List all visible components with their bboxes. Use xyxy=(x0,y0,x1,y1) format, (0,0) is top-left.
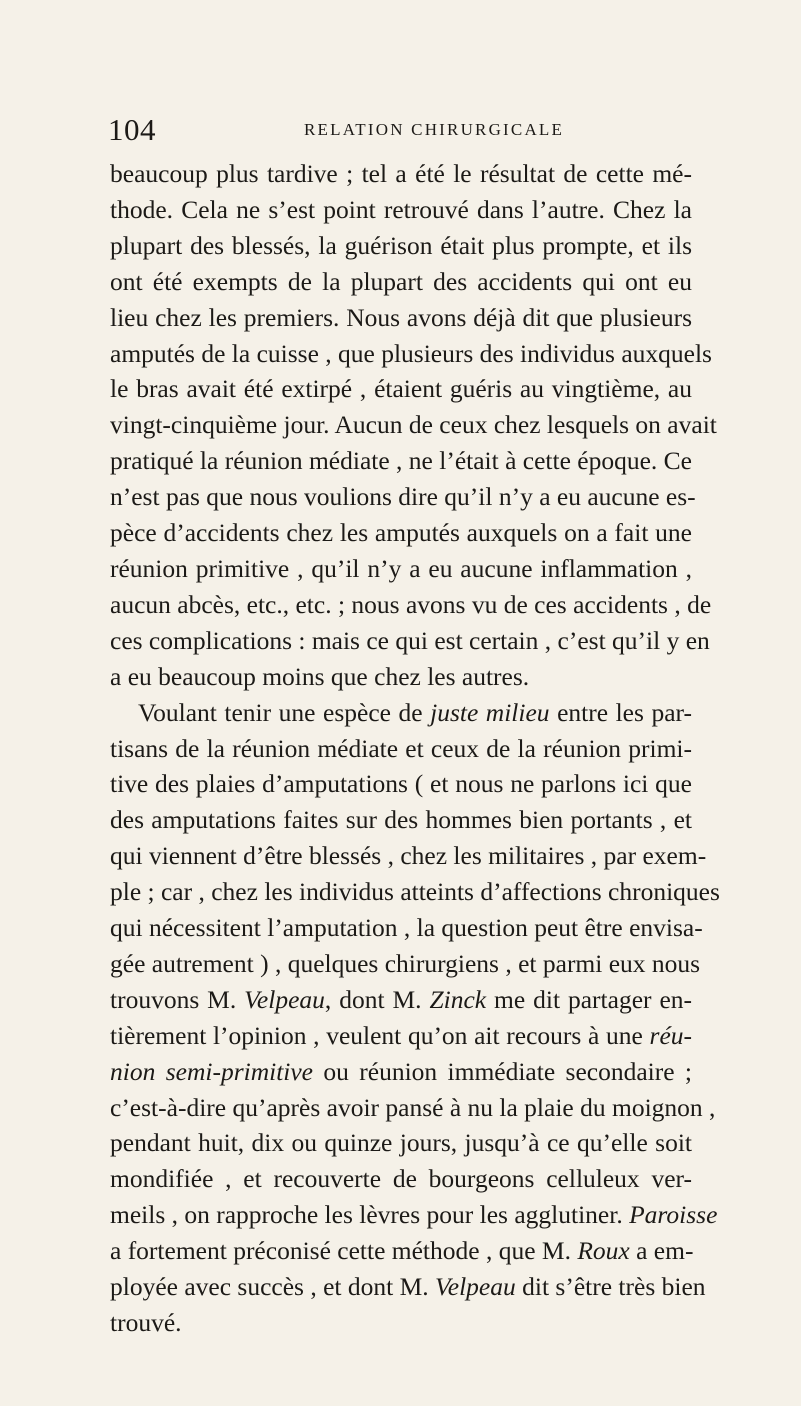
text-line: aucun abcès, etc., etc. ; nous avons vu de ces accidents , de xyxy=(110,589,712,619)
text-run: trouvons M. xyxy=(110,984,245,1014)
author-name: Zinck xyxy=(429,984,487,1014)
text-run: a fortement préconisé cette méthode , que M. xyxy=(110,1236,578,1266)
text-run: ployée avec succès , et dont M. xyxy=(110,1272,436,1302)
text-line: des amputations faites sur des hommes bien portants , et xyxy=(110,805,692,835)
text-run: meils , on rapproche les lèvres pour les agglutiner. xyxy=(110,1200,630,1230)
author-name: Velpeau xyxy=(435,1272,516,1302)
text-line xyxy=(110,1018,692,1054)
text-line: lieu chez les premiers. Nous avons déjà dit que plusieurs xyxy=(110,302,692,332)
text-line: c’est-à-dire qu’après avoir pansé à nu la plaie du moignon , xyxy=(110,1092,716,1122)
text-run: me dit partager en- xyxy=(486,984,693,1014)
text-run: ou réunion immédiate secondaire ; xyxy=(313,1056,692,1086)
text-line: qui viennent d’être blessés , chez les militaires , par exem- xyxy=(110,841,707,871)
text-line: pèce d’accidents chez les amputés auxquels on a fait une xyxy=(110,518,692,548)
text-line: réunion primitive , qu’il n’y a eu aucune inflammation , xyxy=(110,553,692,583)
emphasis: nion semi-primitive xyxy=(110,1056,314,1086)
running-head: RELATION CHIRURGICALE xyxy=(304,120,565,139)
text-line: ces complications : mais ce qui est certain , c’est qu’il y en xyxy=(110,625,710,655)
text-line: mondifiée , et recouverte de bourgeons celluleux ver- xyxy=(110,1164,692,1194)
text-run: Voulant tenir une espèce de xyxy=(138,697,431,727)
text-line: amputés de la cuisse , que plusieurs des individus auxquels xyxy=(110,338,712,368)
text-line xyxy=(110,1269,706,1305)
text-line xyxy=(110,982,692,1018)
text-line: plupart des blessés, la guérison était plus prompte, et ils xyxy=(110,230,692,260)
text-line: n’est pas que nous voulions dire qu’il n’y a eu aucune es- xyxy=(110,482,696,512)
text-line xyxy=(110,695,692,731)
text-run: dit s’être très bien xyxy=(515,1272,706,1302)
text-line xyxy=(110,1054,692,1090)
text-run: , dont M. xyxy=(324,984,430,1014)
text-run: tièrement l’opinion , veulent qu’on ait recours à une xyxy=(110,1020,650,1050)
text-line: ple ; car , chez les individus atteints d’affections chroniques xyxy=(110,877,720,907)
text-line: tisans de la réunion médiate et ceux de la réunion primi- xyxy=(110,733,692,763)
text-line: thode. Cela ne s’est point retrouvé dans l’autre. Chez la xyxy=(110,194,692,224)
author-name: Velpeau xyxy=(244,984,325,1014)
text-line: vingt-cinquième jour. Aucun de ceux chez lesquels on avait xyxy=(110,410,717,440)
body-text xyxy=(110,156,720,1341)
text-run: entre les par- xyxy=(549,697,692,727)
emphasis: juste milieu xyxy=(430,697,550,727)
page-number: 104 xyxy=(108,112,156,147)
text-line: beaucoup plus tardive ; tel a été le résultat de cette mé- xyxy=(110,159,692,188)
text-line: gée autrement ) , quelques chirurgiens , et parmi eux nous xyxy=(110,948,701,978)
text-line: pendant huit, dix ou quinze jours, jusqu’à ce qu’elle soit xyxy=(110,1128,692,1158)
emphasis: réu- xyxy=(649,1020,692,1050)
author-name: Paroisse xyxy=(629,1200,718,1230)
page-header xyxy=(108,112,668,148)
text-line: trouvé. xyxy=(110,1308,182,1337)
text-line xyxy=(110,1233,692,1269)
text-line: qui nécessitent l’amputation , la question peut être envisa- xyxy=(110,913,703,943)
text-line: a eu beaucoup moins que chez les autres. xyxy=(110,661,530,691)
text-line xyxy=(110,1197,718,1233)
text-line: ont été exempts de la plupart des accidents qui ont eu xyxy=(110,266,692,296)
text-line: le bras avait été extirpé , étaient guéris au vingtième, au xyxy=(110,374,692,404)
author-name: Roux xyxy=(577,1236,630,1266)
text-line: pratiqué la réunion médiate , ne l’était à cette époque. Ce xyxy=(110,446,692,476)
text-run: a em- xyxy=(629,1236,694,1266)
text-line: tive des plaies d’amputations ( et nous ne parlons ici que xyxy=(110,769,692,799)
